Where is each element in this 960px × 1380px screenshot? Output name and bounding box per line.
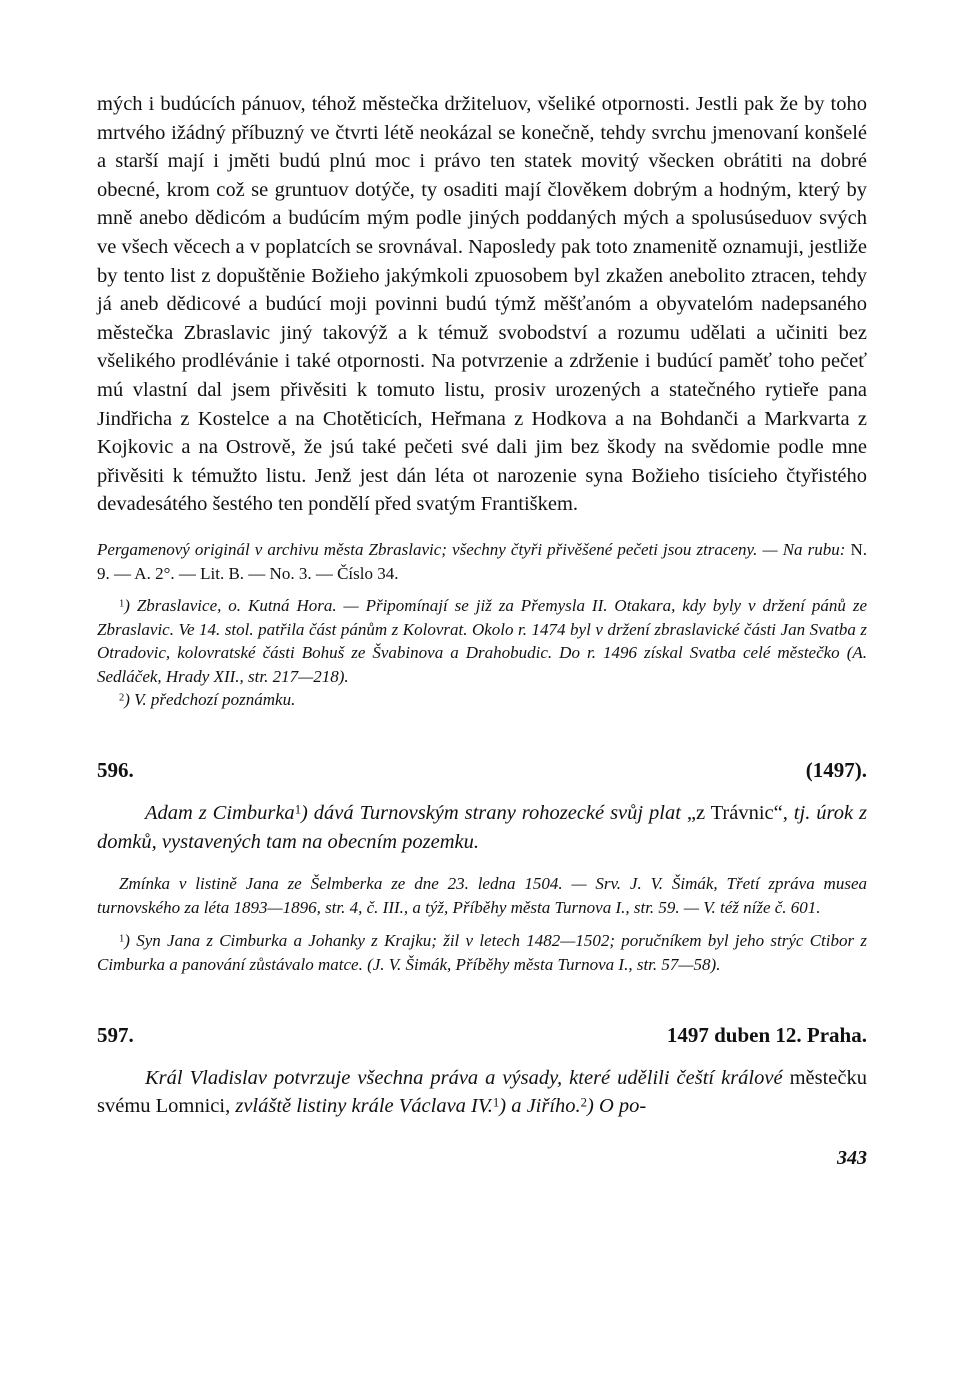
source-note-595 [97,538,867,585]
document-page [97,90,867,1181]
regest-text: Král Vladislav potvrzuje všechna práva a výsady, které udělili čeští králové [145,1066,783,1089]
regest-text: Adam z Cimburka [145,802,295,825]
source-note-rubric: N. 9. — A. 2°. — Lit. B. — No. 3. — Číslo 34. [97,539,868,583]
regest-text: městečku svému Lomnici, [97,1066,867,1118]
footnote-text: ) Zbraslavice, o. Kutná Hora. — Připomínají se již za Přemysla II. Otakara, kdy byly v držení pánů ze Zbraslavic. Ve 14. stol. patřila část pánům z Kolovrat. Okolo r. 1474 byl v držení zbraslavické části Jan Svatba z Otradovic, kolovratské části Bohuš ze Švabinova a Drahobudic. Do r. 1496 získal Svatba celé městečko (A. Sedláček, Hrady XII., str. 217—218). [97,596,867,686]
document-heading-596 [97,758,867,783]
source-note-italic: Pergamenový originál v archivu města Zbraslavic; všechny čtyři přivěšené pečeti jsou ztraceny. — [97,539,778,559]
regest-597 [97,1064,867,1121]
footnote-595-2 [97,688,867,712]
footnote-marker: 2 [119,692,125,704]
footnote-marker: 1 [119,933,125,945]
regest-596 [97,799,867,856]
page-number: 343 [837,1146,867,1169]
regest-text: tj. úrok z domků, vystavených tam na obecním pozemku. [97,802,867,853]
footnote-596-1 [97,929,867,976]
footnote-text: ) V. předchozí poznámku. [124,690,296,710]
regest-text: ) O po- [587,1095,647,1118]
document-date-place: 1497 duben 12. Praha. [666,1022,867,1047]
source-note-rubric-label: Na rubu: [782,539,846,559]
document-date: (1497). [805,758,867,783]
regest-text: zvláště listiny krále Václava IV. [230,1095,493,1118]
footnote-595-1 [97,594,867,688]
source-note-596: Zmínka v listině Jana ze Šelmberka ze dne 23. ledna 1504. — Srv. J. V. Šimák, Třetí zpráva musea turnovského za léta 1893—1896, str. 4, č. III., a týž, Příběhy města Turnova I., str. 59. — V. též níže č. 601. [97,874,867,917]
document-number: 596. [97,758,134,783]
charter-text: mých i budúcích pánuov, téhož městečka držiteluov, všeliké otpornosti. Jestli pak že by toho mrtvého ižádný příbuzný ve čtvrti létě neokázal se konečně, tehdy svrchu jmenovaní konšelé a starší mají i jměti budú plnú moc i právo ten statek movitý všecken obrátiti na dobré obecné, krom což se gruntuov dotýče, ty osaditi mají člověkem dobrým a hodným, který by mně anebo dědicóm a budúcím mým podle jiných poddaných mých a spolusúseduov svých ve všech věcech a v poplatcích se srovnával. Naposledy pak toto znamenitě oznamuji, jestliže by tento list z dopuštěnie Božieho jakýmkoli zpuosobem byl zkažen anebolito ztracen, tehdy já aneb dědicové a budúcí moji povinni budú týmž měšťanóm a obyvatelóm nadepsaného městečka Zbraslavic jiný takovýž a k témuž svobodství a rozumu udělati a učiniti bez všelikého prodlévánie i také otpornosti. Na potvrzenie a zdrženie i budúcí paměť toho pečeť mú vlastní dal jsem přivěsiti k tomuto listu, prosiv urozených a statečného rytieře pana Jindřicha z Kostelce a na Chotěticích, Heřmana z Hodkova a na Bohdanči a Markvarta z Kojkovic a na Ostrově, že jsú také pečeti své dali jim bez škody na svědomie podle mne přivěsiti k témužto listu. Jenž jest dán léta ot narozenie syna Božieho tisícieho čtyřistého devadesátého šestého ten pondělí před svatým Františkem. [97,93,867,516]
regest-text: ) a Jiřího. [499,1095,581,1118]
regest-quote: „z Trávnic“, [680,802,788,825]
footnote-marker: 1 [294,802,302,817]
footnote-marker: 1 [119,598,125,610]
footnote-text: ) Syn Jana z Cimburka a Johanky z Krajku; žil v letech 1482—1502; poručníkem byl jeho strýc Ctibor z Cimburka a panování zůstávalo matce. (J. V. Šimák, Příběhy města Turnova I., str. 57—58). [97,931,867,975]
footnote-marker: 1 [492,1095,500,1110]
document-number: 597. [97,1022,134,1047]
document-heading-597 [97,1023,867,1048]
regest-text: ) dává Turnovským strany rohozecké svůj plat [301,802,681,825]
footnote-marker: 2 [580,1095,588,1110]
